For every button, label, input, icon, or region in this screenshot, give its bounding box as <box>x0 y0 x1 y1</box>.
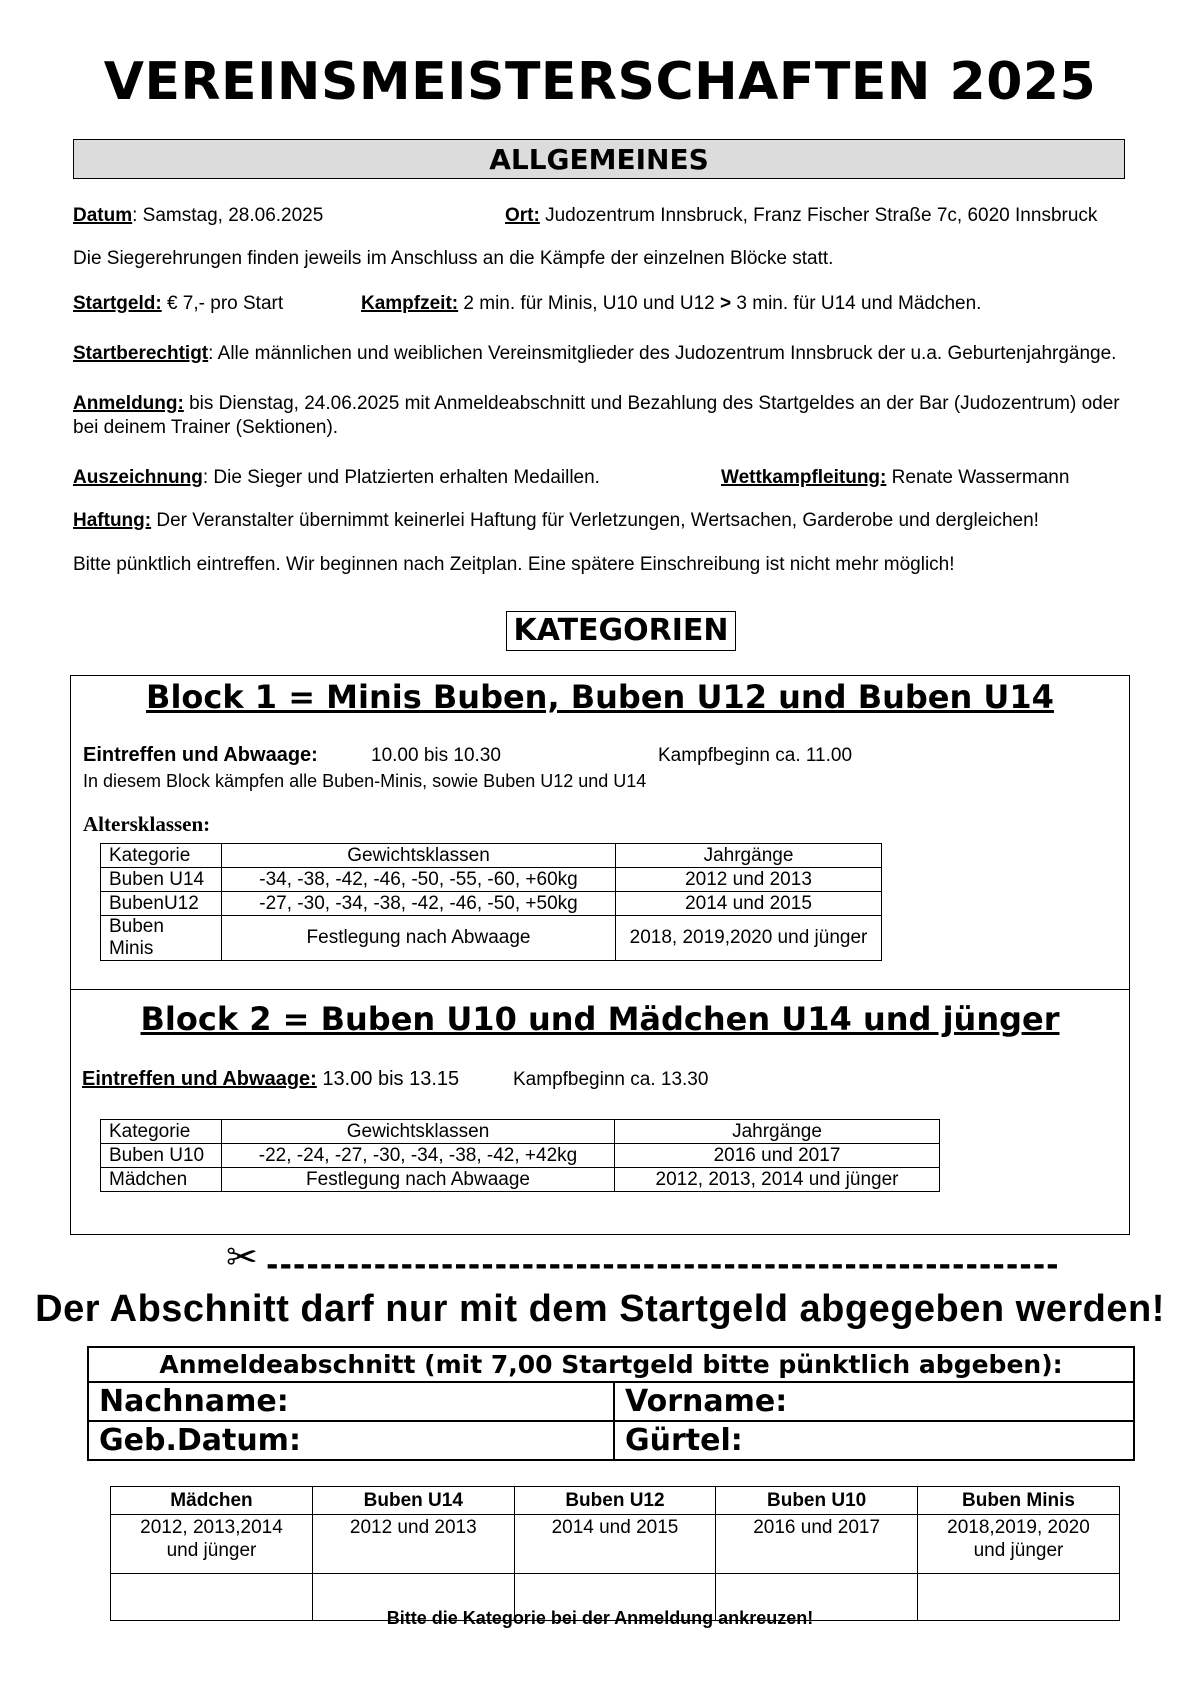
category-years: 2012 und 2013 <box>312 1515 514 1574</box>
block2-table <box>100 1119 940 1192</box>
category-years: 2014 und 2015 <box>514 1515 716 1574</box>
block2-eintreffen-time: 13.00 bis 13.15 <box>316 1068 460 1090</box>
wettkampfleitung-value: Renate Wassermann <box>886 467 1070 488</box>
table-header-cell: Gewichtsklassen <box>222 844 616 868</box>
table-header-cell: Jahrgänge <box>616 844 882 868</box>
category-header: Mädchen <box>111 1487 313 1515</box>
table-cell: 2018, 2019,2020 und jünger <box>616 916 882 961</box>
category-header: Buben U10 <box>716 1487 918 1515</box>
category-years: 2016 und 2017 <box>716 1515 918 1574</box>
block1-eintreffen-label: Eintreffen und Abwaage: <box>83 744 318 766</box>
table-cell: Buben U14 <box>101 868 222 892</box>
table-header-cell: Jahrgänge <box>615 1120 940 1144</box>
datum-label: Datum <box>73 205 133 226</box>
table-header-row <box>111 1487 1120 1515</box>
auszeichnung-label: Auszeichnung <box>73 467 203 488</box>
table-cell: 2016 und 2017 <box>615 1144 940 1168</box>
kampfzeit-value-2: 3 min. für U14 und Mädchen. <box>731 293 982 314</box>
table-cell: BubenU12 <box>101 892 222 916</box>
category-footnote: Bitte die Kategorie bei der Anmeldung ankreuzen! <box>386 1608 814 1628</box>
haftung-label: Haftung: <box>73 510 152 531</box>
scissor-icon: ✂ <box>226 1237 258 1279</box>
table-header-cell: Gewichtsklassen <box>222 1120 615 1144</box>
startgeld-label: Startgeld: <box>73 293 162 314</box>
puenktlich-text: Bitte pünktlich eintreffen. Wir beginnen nach Zeitplan. Eine spätere Einschreibung ist nicht mehr möglich! <box>73 554 955 575</box>
table-cell: Buben U10 <box>101 1144 222 1168</box>
table-row <box>101 892 882 916</box>
haftung-value: Der Veranstalter übernimmt keinerlei Haftung für Verletzungen, Wertsachen, Garderobe und dergleichen! <box>151 510 1039 531</box>
registration-form <box>87 1346 1135 1461</box>
table-header-cell: Kategorie <box>101 844 222 868</box>
block2-title: Block 2 = Buben U10 und Mädchen U14 und jünger <box>140 1000 1060 1038</box>
form-row <box>88 1421 1134 1460</box>
table-header-row <box>101 844 882 868</box>
category-header: Buben U12 <box>514 1487 716 1515</box>
table-row <box>111 1515 1120 1574</box>
wettkampfleitung-label: Wettkampfleitung: <box>721 467 887 488</box>
wettkampfleitung-line <box>721 466 1069 490</box>
table-cell: -22, -24, -27, -30, -34, -38, -42, +42kg <box>222 1144 615 1168</box>
block2-eintreffen-line <box>82 1068 459 1091</box>
startberechtigt-line <box>73 342 1133 366</box>
table-cell: Mädchen <box>101 1168 222 1192</box>
table-row <box>101 1168 940 1192</box>
form-heading: Anmeldeabschnitt (mit 7,00 Startgeld bitte pünktlich abgeben): <box>88 1347 1134 1382</box>
ort-value: Judozentrum Innsbruck, Franz Fischer Straße 7c, 6020 Innsbruck <box>539 205 1098 226</box>
form-row <box>88 1382 1134 1421</box>
guertel-field[interactable]: Gürtel: <box>614 1421 1134 1460</box>
kampfzeit-line <box>361 292 981 316</box>
form-heading-row <box>88 1347 1134 1382</box>
block1-title: Block 1 = Minis Buben, Buben U12 und Buben U14 <box>146 678 1054 716</box>
category-header: Buben Minis <box>917 1487 1119 1515</box>
block2-kampfbeginn: Kampfbeginn ca. 13.30 <box>513 1069 709 1090</box>
vorname-field[interactable]: Vorname: <box>614 1382 1134 1421</box>
anmeldung-value: bis Dienstag, 24.06.2025 mit Anmeldeabschnitt und Bezahlung des Startgeldes an der Bar (Judozentrum) oder bei deinem Trainer (Sektionen). <box>73 393 1120 438</box>
anmeldung-line <box>73 392 1135 440</box>
startberechtigt-label: Startberechtigt <box>73 343 209 364</box>
category-years: 2018,2019, 2020 und jünger <box>917 1515 1119 1574</box>
nachname-field[interactable]: Nachname: <box>88 1382 614 1421</box>
altersklassen-label: Altersklassen: <box>83 812 211 836</box>
table-cell: 2014 und 2015 <box>616 892 882 916</box>
startgeld-line <box>73 292 283 316</box>
category-select-table <box>110 1486 1120 1621</box>
auszeichnung-value: : Die Sieger und Platzierten erhalten Medaillen. <box>202 467 600 488</box>
table-cell: 2012, 2013, 2014 und jünger <box>615 1168 940 1192</box>
table-row <box>101 868 882 892</box>
block1-eintreffen-time: 10.00 bis 10.30 <box>371 745 501 766</box>
gebdatum-field[interactable]: Geb.Datum: <box>88 1421 614 1460</box>
block1-note: In diesem Block kämpfen alle Buben-Minis, sowie Buben U12 und U14 <box>83 771 647 791</box>
category-years: 2012, 2013,2014 und jünger <box>111 1515 313 1574</box>
table-cell: -34, -38, -42, -46, -50, -55, -60, +60kg <box>222 868 616 892</box>
section-heading-allgemeines: ALLGEMEINES <box>73 139 1125 179</box>
table-header-row <box>101 1120 940 1144</box>
block1-table <box>100 843 882 961</box>
cut-line: ----------------------------------------------------------- <box>266 1248 1060 1283</box>
siegerehrung-text: Die Siegerehrungen finden jeweils im Anschluss an die Kämpfe der einzelnen Blöcke statt. <box>73 248 834 269</box>
table-cell: -27, -30, -34, -38, -42, -46, -50, +50kg <box>222 892 616 916</box>
section-heading-kategorien: KATEGORIEN <box>506 611 736 651</box>
ort-line <box>505 204 1097 228</box>
table-row <box>101 1144 940 1168</box>
block2-eintreffen-label: Eintreffen und Abwaage: <box>82 1068 317 1090</box>
table-header-cell: Kategorie <box>101 1120 222 1144</box>
table-cell: Buben Minis <box>101 916 222 961</box>
table-cell: Festlegung nach Abwaage <box>222 916 616 961</box>
kampfzeit-value-1: 2 min. für Minis, U10 und U12 <box>458 293 721 314</box>
block1-kampfbeginn: Kampfbeginn ca. 11.00 <box>658 745 853 766</box>
datum-value: : Samstag, 28.06.2025 <box>132 205 324 226</box>
kampfzeit-label: Kampfzeit: <box>361 293 459 314</box>
anmeldung-label: Anmeldung: <box>73 393 184 414</box>
page-title: VEREINSMEISTERSCHAFTEN 2025 <box>103 52 1097 112</box>
ort-label: Ort: <box>505 205 540 226</box>
startberechtigt-value: : Alle männlichen und weiblichen Vereinsmitglieder des Judozentrum Innsbruck der u.a. Geburtenjahrgänge. <box>208 343 1117 364</box>
table-row <box>101 916 882 961</box>
haftung-line <box>73 509 1133 533</box>
category-header: Buben U14 <box>312 1487 514 1515</box>
block-divider <box>70 989 1130 990</box>
startgeld-warning: Der Abschnitt darf nur mit dem Startgeld abgegeben werden! <box>35 1288 1165 1330</box>
auszeichnung-line <box>73 466 600 490</box>
kampfzeit-arrow: > <box>720 293 732 314</box>
startgeld-value: € 7,- pro Start <box>161 293 284 314</box>
table-cell: Festlegung nach Abwaage <box>222 1168 615 1192</box>
table-cell: 2012 und 2013 <box>616 868 882 892</box>
